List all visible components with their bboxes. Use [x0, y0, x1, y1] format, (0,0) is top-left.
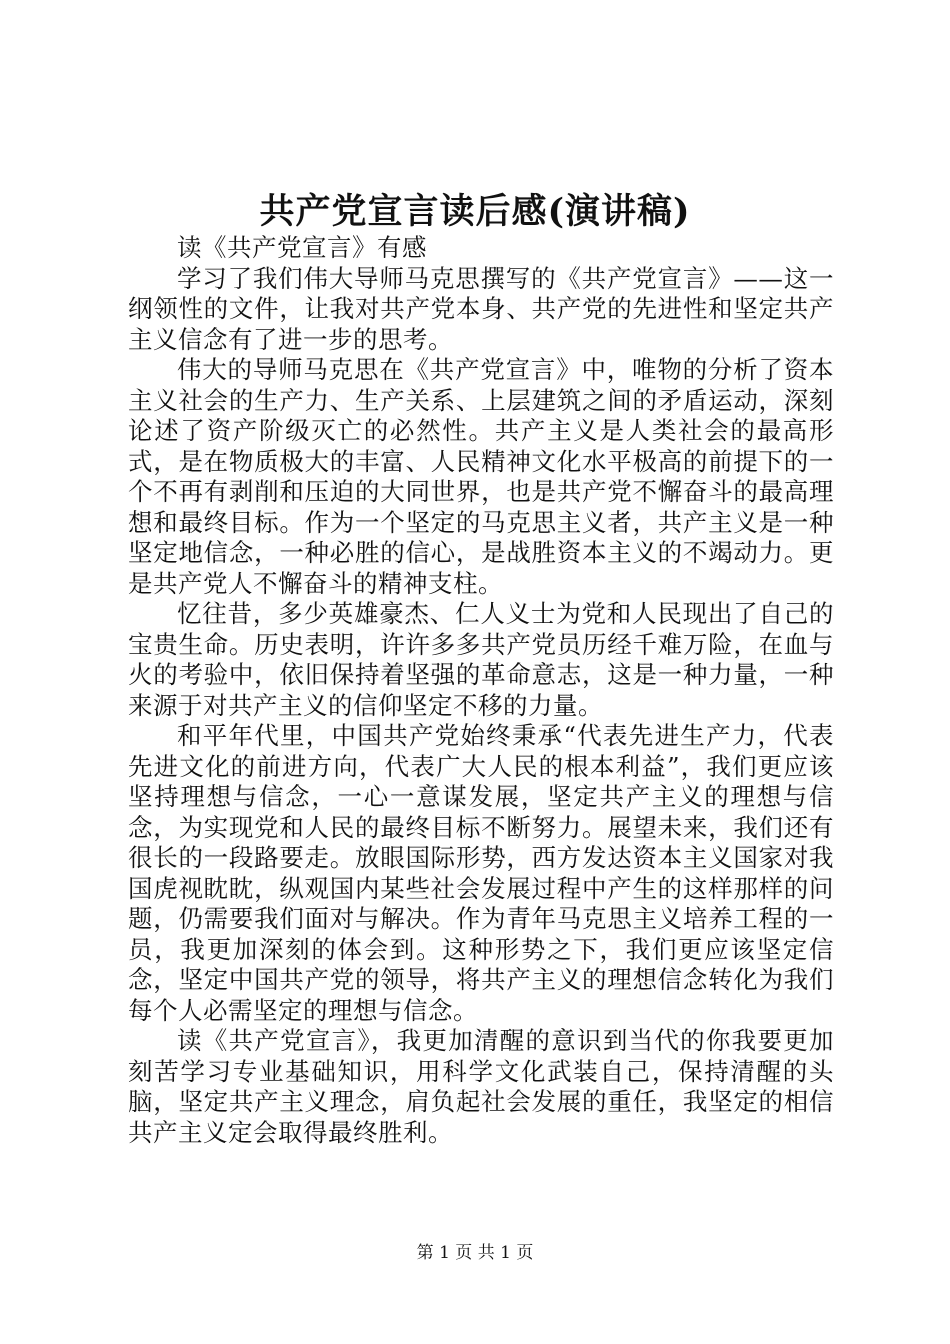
paragraph: 伟大的导师马克思在《共产党宣言》中，唯物的分析了资本主义社会的生产力、生产关系、上层建筑之间的矛盾运动，深刻论述了资产阶级灭亡的必然性。共产主义是人类社会的最高形式，是在物质极大的丰富、人民精神文化水平极高的前提下的一个不再有剥削和压迫的大同世界，也是共产党不懈奋斗的最高理想和最终目标。作为一个坚定的马克思主义者，共产主义是一种坚定地信念，一种必胜的信心，是战胜资本主义的不竭动力。更是共产党人不懈奋斗的精神支柱。 [128, 355, 834, 598]
document-body [128, 233, 834, 1148]
document-title: 共产党宣言读后感(演讲稿) [259, 191, 691, 232]
paragraph: 学习了我们伟大导师马克思撰写的《共产党宣言》——这一纲领性的文件，让我对共产党本身、共产党的先进性和坚定共产主义信念有了进一步的思考。 [128, 263, 834, 354]
paragraph: 忆往昔，多少英雄豪杰、仁人义士为党和人民现出了自己的宝贵生命。历史表明，许许多多共产党员历经千难万险，在血与火的考验中，依旧保持着坚强的革命意志，这是一种力量，一种来源于对共产主义的信仰坚定不移的力量。 [128, 599, 834, 720]
paragraph: 和平年代里，中国共产党始终秉承“代表先进生产力，代表先进文化的前进方向，代表广大人民的根本利益”，我们更应该坚持理想与信念，一心一意谋发展，坚定共产主义的理想与信念，为实现党和人民的最终目标不断努力。展望未来，我们还有很长的一段路要走。放眼国际形势，西方发达资本主义国家对我国虎视眈眈，纵观国内某些社会发展过程中产生的这样那样的问题，仍需要我们面对与解决。作为青年马克思主义培养工程的一员，我更加深刻的体会到。这种形势之下，我们更应该坚定信念，坚定中国共产党的领导，将共产主义的理想信念转化为我们每个人必需坚定的理想与信念。 [128, 721, 834, 1025]
paragraph-subtitle: 读《共产党宣言》有感 [177, 233, 427, 262]
page-footer: 第 1 页 共 1 页 [416, 1243, 534, 1263]
paragraph: 读《共产党宣言》，我更加清醒的意识到当代的你我要更加刻苦学习专业基础知识，用科学文化武装自己，保持清醒的头脑，坚定共产主义理念，肩负起社会发展的重任，我坚定的相信共产主义定会取得最终胜利。 [128, 1026, 834, 1147]
